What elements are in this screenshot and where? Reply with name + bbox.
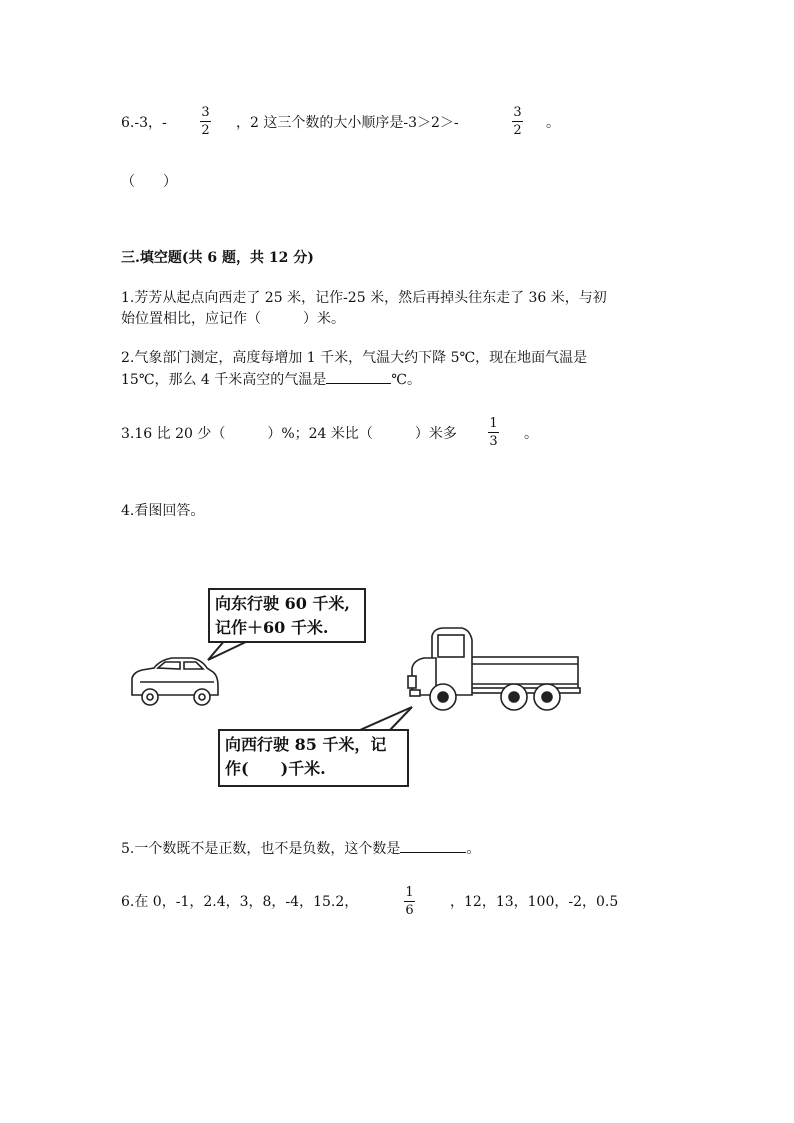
q6-top-suffix: 。	[546, 115, 560, 131]
fraction-denominator: 3	[489, 434, 498, 449]
q2-line1: 2.气象部门测定，高度每增加 1 千米，气温大约下降 5℃，现在地面气温是	[121, 350, 588, 366]
q3-suffix: 。	[524, 426, 538, 442]
speech-bubble-truck	[218, 729, 409, 787]
bubble-line2: 作( )千米.	[225, 759, 326, 778]
fraction-numerator: 3	[201, 105, 210, 120]
q5-text	[121, 838, 480, 858]
truck-icon	[408, 628, 580, 710]
fraction-one-sixth	[404, 885, 415, 918]
fraction-denominator: 2	[201, 123, 210, 138]
q6-bottom-text: 6.在 0，-1，2.4，3，8，-4，15.2，	[121, 894, 359, 910]
q6-top-prefix: 6.-3，-	[121, 115, 167, 131]
fraction-bar	[404, 901, 415, 902]
q2-line2-unit: ℃。	[391, 372, 421, 388]
fraction-denominator: 6	[405, 903, 414, 918]
bubble-tail	[208, 640, 250, 660]
answer-parentheses[interactable]: （ ）	[121, 174, 177, 190]
car-icon	[132, 658, 218, 705]
fraction-numerator: 3	[513, 105, 522, 120]
q3-text: 3.16 比 20 少（ ）%；24 米比（ ）米多	[121, 426, 457, 442]
q1-line2: 始位置相比，应记作（ ）米。	[121, 311, 345, 327]
q5-suffix: 。	[466, 841, 481, 857]
q4-text: 4.看图回答。	[121, 503, 205, 519]
speech-bubble-car	[208, 588, 366, 643]
section-title: 三.填空题(共 6 题，共 12 分)	[121, 250, 314, 266]
q6-top-middle: ，2 这三个数的大小顺序是-3＞2＞-	[236, 115, 459, 131]
bubble-line1: 向西行驶 85 千米，记	[225, 735, 387, 754]
fraction-numerator: 1	[405, 885, 414, 900]
bubble-line1: 向东行驶 60 千米,	[215, 594, 350, 613]
q6-bottom-text-rest: ，12，13，100，-2，0.5	[450, 894, 619, 910]
answer-blank[interactable]	[400, 852, 466, 853]
fraction-denominator: 2	[513, 123, 522, 138]
fraction-numerator: 1	[489, 416, 498, 431]
q2-line2-text: 15℃，那么 4 千米高空的气温是	[121, 372, 327, 388]
bubble-line2: 记作＋60 千米.	[215, 618, 329, 637]
q1-line1: 1.芳芳从起点向西走了 25 米，记作-25 米，然后再掉头往东走了 36 米，与初	[121, 290, 607, 306]
q5-text-main: 5.一个数既不是正数，也不是负数，这个数是	[121, 841, 401, 857]
bubble-tail	[360, 707, 412, 730]
